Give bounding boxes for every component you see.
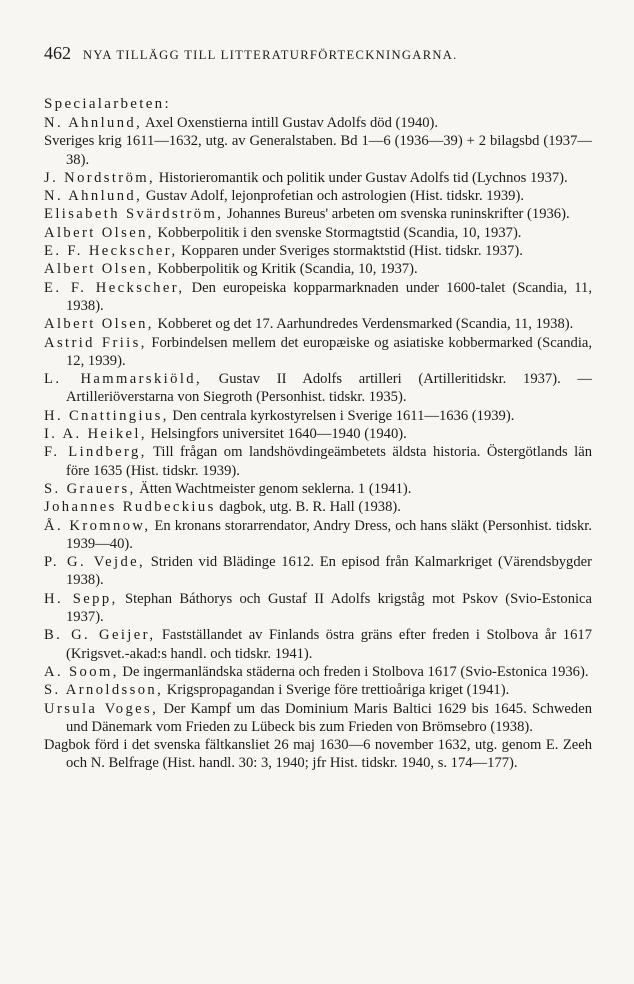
entry-author: H. Sepp, — [44, 590, 118, 607]
entry-author: Astrid Friis, — [44, 334, 147, 351]
entry-author: Albert Olsen, — [44, 316, 154, 333]
entry-author: F. Lindberg, — [44, 444, 147, 461]
bibliography-entry — [44, 205, 592, 223]
bibliography-entry — [44, 480, 592, 498]
bibliography-entry — [44, 700, 592, 737]
entry-author: Å. Kromnow, — [44, 517, 151, 534]
bibliography-entry — [44, 114, 592, 132]
entry-author: S. Arnoldsson, — [44, 682, 164, 699]
entry-author: A. Soom, — [44, 663, 119, 680]
entry-author: Ursula Voges, — [44, 700, 159, 717]
bibliography-entry — [44, 626, 592, 663]
entry-text: Forbindelsen mellem det europæiske og asiatiske kobbermarked (Scandia, 12, 1939). — [66, 334, 593, 369]
bibliography-entry — [44, 681, 592, 699]
entry-text: Ätten Wachtmeister genom seklerna. 1 (1941). — [135, 480, 412, 497]
entry-text: Den europeiska kopparmarknaden under 1600-talet (Scandia, 11, 1938). — [66, 279, 592, 314]
bibliography-entry — [44, 132, 592, 169]
entry-text: Kobberpolitik i den svenske Stormagtstid (Scandia, 10, 1937). — [153, 224, 522, 241]
bibliography-entry — [44, 663, 592, 681]
entry-author: Albert Olsen, — [44, 224, 154, 241]
entry-text: Stephan Báthorys och Gustaf II Adolfs krigståg mot Pskov (Svio-Estonica 1937). — [66, 590, 592, 626]
bibliography-entry — [44, 224, 592, 242]
running-title: NYA TILLÄGG TILL LITTERATURFÖRTECKNINGARNA. — [83, 48, 458, 62]
entry-text: Johannes Bureus' arbeten om svenska runinskrifter (1936). — [223, 206, 570, 223]
entry-author: J. Nordström, — [44, 169, 156, 186]
entry-text: Krigspropagandan i Sverige före trettioåriga kriget (1941). — [163, 682, 510, 699]
entry-author: Albert Olsen, — [44, 261, 154, 278]
page-number: 462 — [44, 43, 71, 63]
bibliography-entry — [44, 498, 592, 516]
entry-author: E. F. Heckscher, — [44, 279, 185, 296]
bibliography-entry — [44, 187, 592, 205]
bibliography-entry — [44, 334, 592, 371]
entry-text: Axel Oxenstierna intill Gustav Adolfs död (1940). — [142, 115, 439, 131]
entry-author: I. A. Heikel, — [44, 426, 147, 443]
entry-text: Striden vid Blädinge 1612. En episod från Kalmarkriget (Värendsbygder 1938). — [66, 554, 592, 589]
entry-text: Helsingfors universitet 1640—1940 (1940). — [146, 426, 407, 443]
entry-text: Sveriges krig 1611—1632, utg. av Generalstaben. Bd 1—6 (1936—39) + 2 bilagsbd (1937—38). — [44, 133, 592, 168]
entry-text: Till frågan om landshövdingeämbetets äldsta historia. Östergötlands län före 1635 (Hist. tidskr. 1939). — [66, 444, 592, 479]
entry-text: De ingermanländska städerna och freden i Stolbova 1617 (Svio-Estonica 1936). — [118, 663, 589, 680]
entry-author: Johannes Rudbeckius — [44, 499, 216, 516]
entry-text: Kopparen under Sveriges stormaktstid (Hist. tidskr. 1937). — [177, 243, 523, 260]
bibliography-list — [44, 114, 592, 773]
bibliography-entry — [44, 260, 592, 278]
entry-text: dagbok, utg. B. R. Hall (1938). — [215, 499, 401, 516]
entry-text: Kobberpolitik og Kritik (Scandia, 10, 1937). — [153, 261, 418, 278]
bibliography-entry — [44, 370, 592, 407]
entry-text: Den centrala kyrkostyrelsen i Sverige 1611—1636 (1939). — [168, 407, 515, 424]
running-head — [44, 43, 592, 64]
bibliography-entry — [44, 517, 592, 554]
bibliography-entry — [44, 279, 592, 316]
bibliography-entry — [44, 553, 592, 590]
entry-author: P. G. Vejde, — [44, 554, 146, 571]
bibliography-entry — [44, 425, 592, 443]
entry-text: En kronans storarrendator, Andry Dress, och hans släkt (Personhist. tidskr. 1939—40). — [66, 517, 593, 552]
entry-author: S. Grauers, — [44, 480, 136, 497]
entry-text: Fastställandet av Finlands östra gräns efter freden i Stolbova år 1617 (Krigsvet.-akad:s handl. och tidskr. 1941). — [66, 627, 592, 662]
entry-text: Kobberet og det 17. Aarhundredes Verdensmarked (Scandia, 11, 1938). — [153, 316, 574, 333]
bibliography-entry — [44, 242, 592, 260]
entry-text: Der Kampf um das Dominium Maris Baltici 1629 bis 1645. Schweden und Dänemark vom Frieden zu Lübeck bis zum Frieden von Brömsebro (1938). — [66, 700, 592, 735]
bibliography-entry — [44, 590, 592, 627]
bibliography-entry — [44, 169, 592, 187]
entry-text: Dagbok förd i det svenska fältkansliet 26 maj 1630—6 november 1632, utg. genom E. Zeeh och N. Belfrage (Hist. handl. 30: 3, 1940; jfr Hist. tidskr. 1940, s. 174—177). — [44, 737, 592, 772]
entry-text: Historieromantik och politik under Gustav Adolfs tid (Lychnos 1937). — [155, 169, 568, 186]
entry-author: Elisabeth Svärdström, — [44, 206, 224, 223]
bibliography-entry — [44, 315, 592, 333]
entry-author: N. Ahnlund, — [44, 188, 143, 205]
bibliography-entry — [44, 443, 592, 480]
entry-author: H. Cnattingius, — [44, 407, 169, 424]
entry-text: Gustav II Adolfs artilleri (Artilleritidskr. 1937). — Artilleriöverstarna von Siegroth (Personhist. tidskr. 1935). — [66, 371, 592, 406]
entry-author: L. Hammarskiöld, — [44, 371, 203, 388]
entry-text: Gustav Adolf, lejonprofetian och astrologien (Hist. tidskr. 1939). — [142, 188, 524, 205]
entry-author: B. G. Geijer, — [44, 627, 156, 644]
bibliography-entry — [44, 736, 592, 773]
bibliography-entry — [44, 407, 592, 425]
entry-author: N. Ahnlund, — [44, 115, 143, 131]
section-heading: Specialarbeten: — [44, 96, 171, 112]
entry-author: E. F. Heckscher, — [44, 243, 178, 260]
